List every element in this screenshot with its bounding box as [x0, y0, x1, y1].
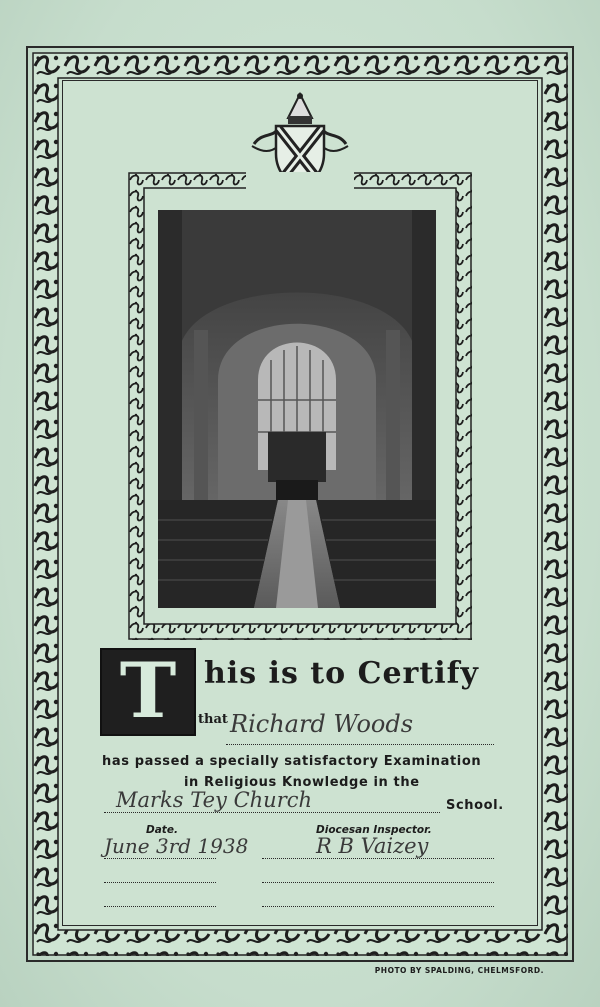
school-label: School.: [446, 798, 504, 813]
heading-text: his is to Certify: [204, 656, 479, 691]
date-line-2: [104, 882, 216, 883]
recipient-line: [226, 744, 494, 745]
initial-letter: T: [119, 646, 177, 735]
exam-text-line2: in Religious Knowledge in the: [184, 775, 420, 790]
exam-text-line1: has passed a specially satisfactory Examination: [102, 754, 482, 769]
date-label: Date.: [146, 824, 178, 836]
inspector-line-2: [262, 882, 494, 883]
inspector-line-1: [262, 858, 494, 859]
that-label: that: [198, 712, 228, 727]
decorated-initial: [100, 648, 196, 736]
church-interior-photo: [158, 210, 436, 608]
date-line-3: [104, 906, 216, 907]
date-value: June 3rd 1938: [104, 834, 249, 858]
school-name: Marks Tey Church: [116, 788, 313, 812]
photo-credit: PHOTO BY SPALDING, CHELMSFORD.: [374, 966, 544, 975]
inspector-line-3: [262, 906, 494, 907]
inspector-value: R B Vaizey: [316, 834, 429, 858]
inspector-label: Diocesan Inspector.: [316, 824, 432, 836]
date-line-1: [104, 858, 216, 859]
recipient-name: Richard Woods: [230, 710, 414, 738]
school-line: [104, 812, 440, 813]
